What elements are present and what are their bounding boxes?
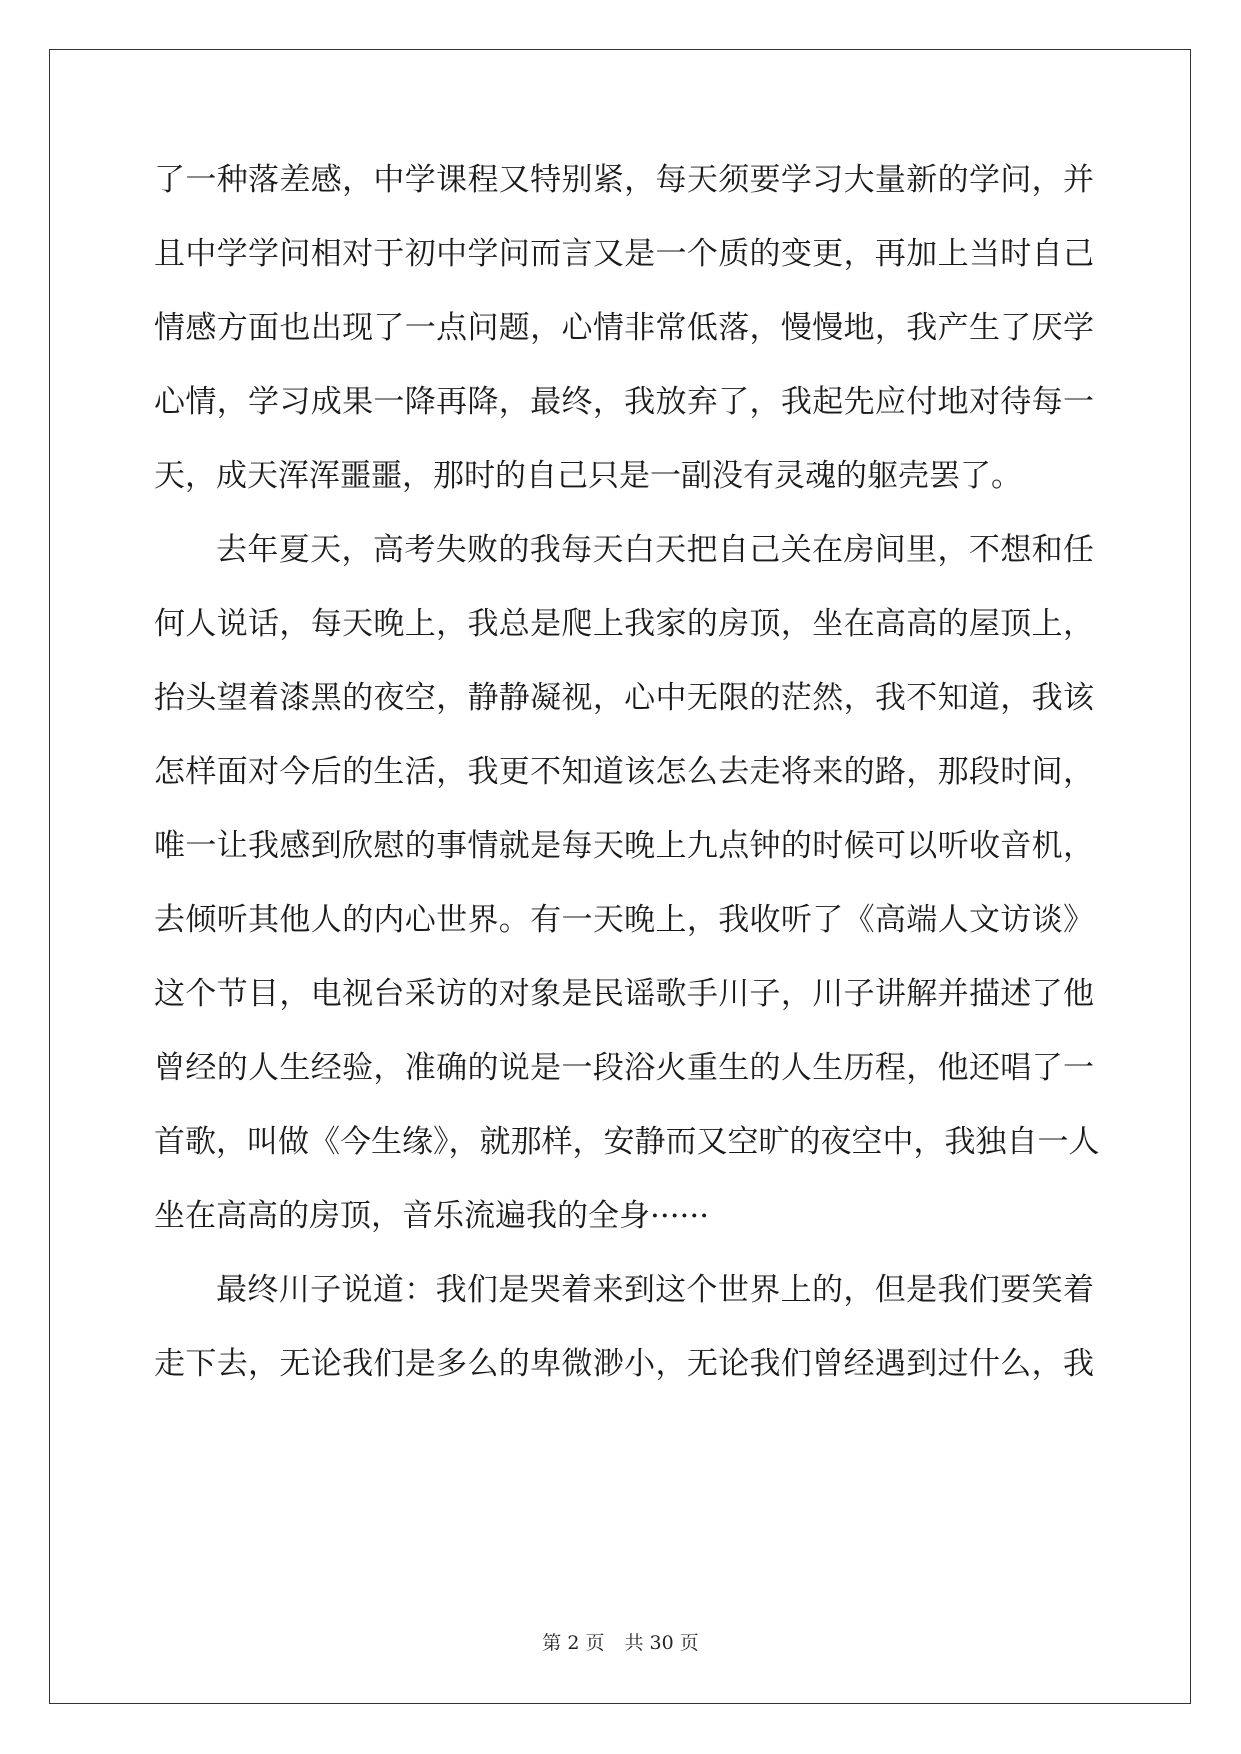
- page-number: 第 2 页: [542, 1632, 605, 1654]
- text-line: 怎样面对今后的生活，我更不知道该怎么去走将来的路，那段时间，: [154, 754, 1094, 790]
- text-line: 去倾听其他人的内心世界。有一天晚上，我收听了《高端人文访谈》: [154, 902, 1094, 938]
- text-line: 天，成天浑浑噩噩，那时的自己只是一副没有灵魂的躯壳罢了。: [154, 458, 1022, 494]
- text-line: 去年夏天，高考失败的我每天白天把自己关在房间里，不想和任: [216, 532, 1094, 568]
- text-line: 心情，学习成果一降再降，最终，我放弃了，我起先应付地对待每一: [154, 384, 1094, 420]
- text-line: 唯一让我感到欣慰的事情就是每天晚上九点钟的时候可以听收音机，: [154, 828, 1094, 864]
- text-line: 走下去，无论我们是多么的卑微渺小，无论我们曾经遇到过什么，我: [154, 1346, 1094, 1382]
- text-line: 抬头望着漆黑的夜空，静静凝视，心中无限的茫然，我不知道，我该: [154, 680, 1094, 716]
- page-border: [49, 49, 1191, 1704]
- text-line: 且中学学问相对于初中学问而言又是一个质的变更，再加上当时自己: [154, 236, 1094, 272]
- text-line: 何人说话，每天晚上，我总是爬上我家的房顶，坐在高高的屋顶上，: [154, 606, 1094, 642]
- total-pages: 共 30 页: [624, 1632, 699, 1654]
- text-line: 坐在高高的房顶，音乐流遍我的全身······: [154, 1198, 710, 1234]
- text-line: 曾经的人生经验，准确的说是一段浴火重生的人生历程，他还唱了一: [154, 1050, 1094, 1086]
- text-line: 首歌，叫做《今生缘》，就那样，安静而又空旷的夜空中，我独自一人: [154, 1124, 1100, 1160]
- page-footer: [0, 1631, 1241, 1655]
- text-line: 了一种落差感，中学课程又特别紧，每天须要学习大量新的学问，并: [154, 162, 1094, 198]
- text-line: 最终川子说道：我们是哭着来到这个世界上的，但是我们要笑着: [216, 1272, 1094, 1308]
- text-line: 情感方面也出现了一点问题，心情非常低落，慢慢地，我产生了厌学: [154, 310, 1094, 346]
- text-line: 这个节目，电视台采访的对象是民谣歌手川子，川子讲解并描述了他: [154, 976, 1094, 1012]
